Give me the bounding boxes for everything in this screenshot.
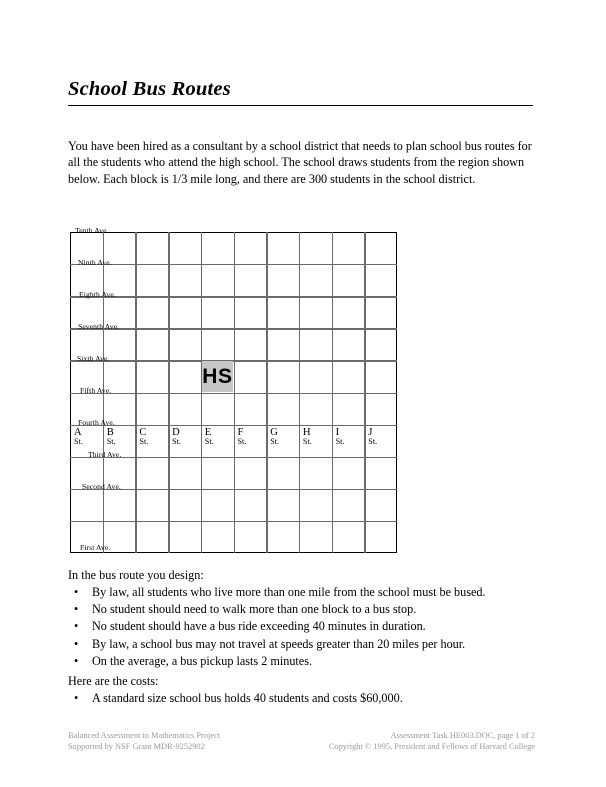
footer-grant-info: Supported by NSF Grant MDR-9252902: [68, 742, 205, 752]
street-label: [238, 428, 247, 448]
street-letter: C: [139, 426, 147, 438]
street-suffix: St.: [335, 437, 345, 447]
list-item: [68, 601, 538, 618]
bullet-icon: •: [74, 691, 79, 705]
school-district-map: [70, 225, 397, 553]
street-letter: G: [270, 426, 278, 438]
bullet-icon: •: [74, 619, 79, 634]
footer-project-name: Balanced Assessment in Mathematics Project: [68, 731, 221, 740]
street-letter: H: [302, 426, 311, 438]
street-letter: E: [204, 426, 212, 438]
bullet-icon: •: [74, 653, 79, 668]
bullet-icon: •: [74, 585, 79, 599]
street-label: [74, 428, 83, 448]
avenue-label: Seventh Ave.: [78, 321, 120, 331]
street-label: [172, 428, 181, 448]
street-label: [205, 428, 214, 448]
street-suffix: St.: [368, 437, 378, 447]
street-letter: I: [335, 426, 340, 438]
avenue-label: Fifth Ave.: [80, 386, 112, 395]
avenue-label: Second Ave.: [82, 482, 121, 492]
street-suffix: St.: [139, 437, 149, 447]
street-label: [368, 428, 377, 448]
street-suffix: St.: [204, 437, 214, 447]
footer-copyright: Copyright © 1995, President and Fellows of Harvard College: [328, 742, 535, 752]
page-title: School Bus Routes: [68, 78, 231, 100]
list-item-text: By law, a school bus may not travel at speeds greater than 20 miles per hour.: [92, 636, 466, 651]
costs-list: [68, 690, 538, 707]
constraints-lead: In the bus route you design:: [68, 568, 204, 582]
costs-lead: Here are the costs:: [68, 674, 159, 688]
list-item: [68, 690, 538, 707]
map-horizontal-gridline: [70, 521, 397, 522]
street-label: [270, 428, 279, 448]
list-item-text: On the average, a bus pickup lasts 2 minutes.: [92, 653, 312, 668]
street-label: [336, 428, 345, 448]
list-item-text: No student should have a bus ride exceeding 40 minutes in duration.: [92, 619, 426, 634]
list-item: [68, 653, 538, 670]
street-letter: A: [74, 426, 82, 438]
avenue-label: Fourth Ave.: [78, 418, 115, 428]
page-footer: [68, 730, 535, 753]
avenue-label: Tenth Ave.: [75, 225, 109, 235]
avenue-label: Sixth Ave.: [77, 353, 110, 363]
street-suffix: St.: [237, 437, 247, 447]
constraints-list: [68, 584, 538, 670]
list-item: [68, 584, 538, 601]
street-letter: J: [368, 426, 373, 438]
avenue-label: Ninth Ave.: [78, 257, 112, 267]
avenue-label: Eighth Ave.: [79, 289, 116, 299]
footer-left: [68, 730, 220, 753]
footer-task-id: Assessment Task HE003.DOC, page 1 of 2: [390, 731, 535, 740]
intro-paragraph: You have been hired as a consultant by a school district that needs to plan school bus routes for all the students who attend the high school. The school draws students from the region shown below. Each block is 1/3 mile long, and there are 300 students in the school district.: [68, 139, 532, 186]
list-item-text: A standard size school bus holds 40 students and costs $60,000.: [92, 691, 403, 705]
street-label: [303, 428, 312, 448]
list-item-text: No student should need to walk more than one block to a bus stop.: [92, 602, 417, 617]
map-horizontal-gridline: [70, 360, 397, 361]
bullet-icon: •: [74, 636, 79, 651]
list-item-text: By law, all students who live more than one mile from the school must be bused.: [92, 585, 486, 599]
map-horizontal-gridline: [70, 425, 397, 426]
avenue-label: Third Ave.: [88, 450, 122, 460]
street-label: [139, 428, 148, 448]
title-underline-rule: [68, 105, 533, 106]
street-suffix: St.: [172, 437, 181, 447]
street-suffix: St.: [270, 437, 280, 447]
list-item: [68, 636, 538, 653]
list-item: [68, 618, 538, 635]
map-horizontal-gridline: [70, 393, 397, 394]
street-suffix: St.: [302, 437, 312, 447]
street-label: [107, 428, 116, 448]
bullet-icon: •: [74, 602, 79, 617]
street-suffix: St.: [106, 437, 116, 447]
street-letter: D: [172, 426, 180, 438]
avenue-label: First Ave.: [80, 543, 111, 552]
map-horizontal-gridline: [70, 264, 397, 265]
street-letter: B: [106, 426, 114, 438]
street-suffix: St.: [74, 437, 83, 447]
map-horizontal-gridline: [70, 296, 397, 297]
high-school-marker: HS: [202, 361, 233, 392]
street-letter: F: [237, 426, 244, 438]
footer-right: [329, 730, 535, 753]
